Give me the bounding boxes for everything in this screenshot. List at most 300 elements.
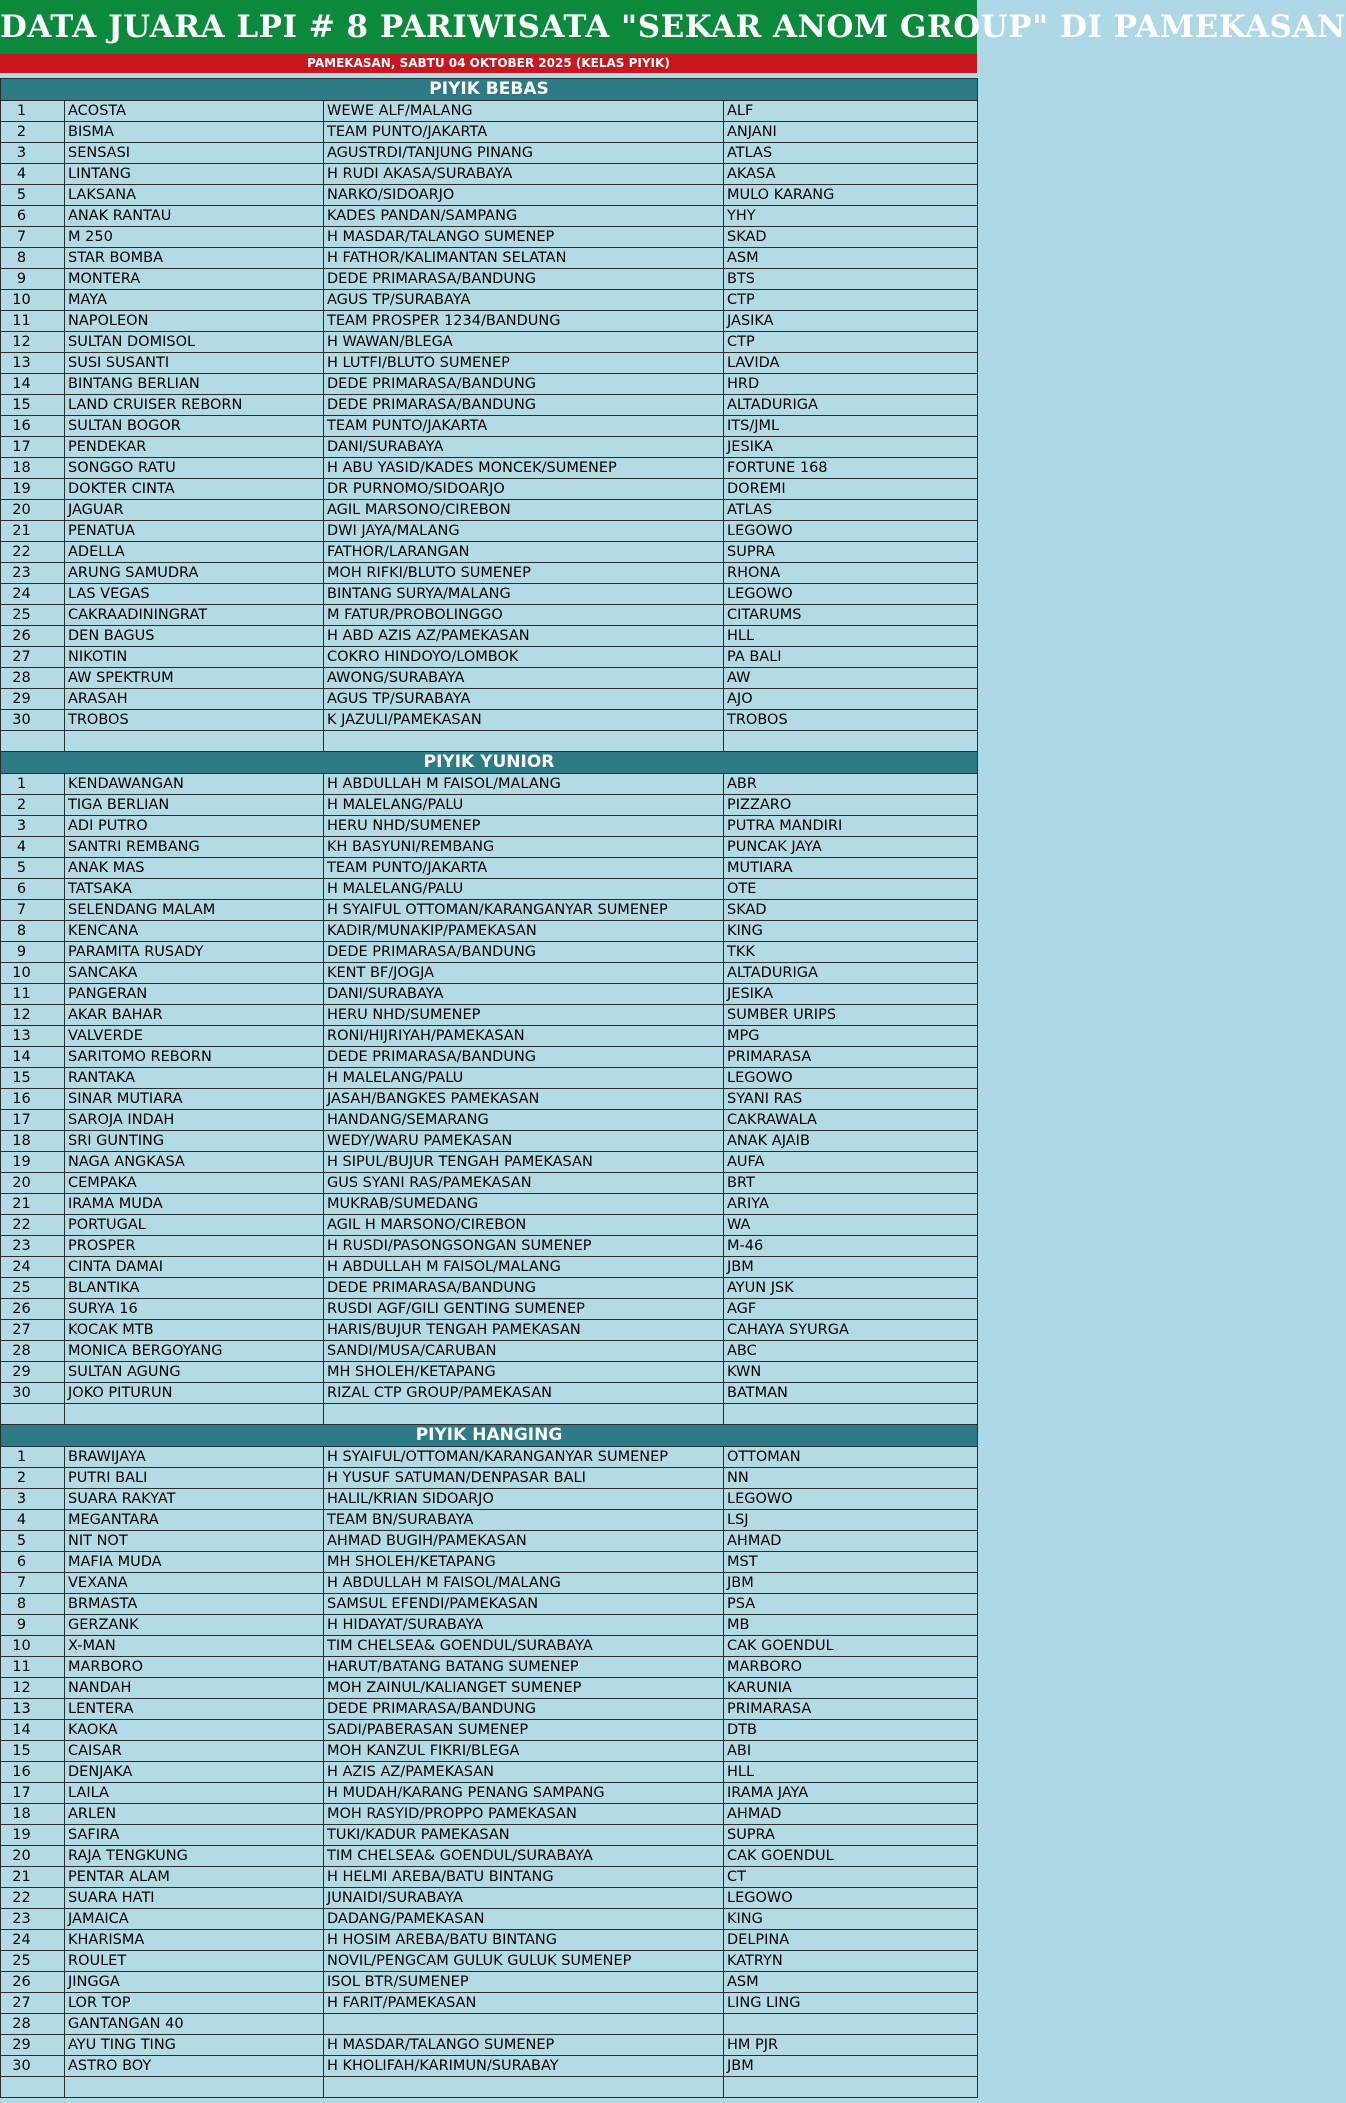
owner-cell: MH SHOLEH/KETAPANG bbox=[324, 1552, 724, 1573]
rank-cell: 30 bbox=[1, 2056, 65, 2077]
rank-cell: 23 bbox=[1, 1909, 65, 1930]
bird-name-cell: NIKOTIN bbox=[65, 647, 324, 668]
table-row bbox=[1, 774, 978, 795]
rank-cell: 12 bbox=[1, 332, 65, 353]
table-row bbox=[1, 689, 978, 710]
team-cell: AW bbox=[724, 668, 978, 689]
table-row bbox=[1, 206, 978, 227]
table-row bbox=[1, 1510, 978, 1531]
section-title: PIYIK YUNIOR bbox=[1, 752, 978, 774]
owner-cell: H AZIS AZ/PAMEKASAN bbox=[324, 1762, 724, 1783]
rank-cell: 8 bbox=[1, 1594, 65, 1615]
owner-cell: H MALELANG/PALU bbox=[324, 1068, 724, 1089]
table-row bbox=[1, 1468, 978, 1489]
team-cell: ARIYA bbox=[724, 1194, 978, 1215]
table-row bbox=[1, 1005, 978, 1026]
rank-cell: 4 bbox=[1, 1510, 65, 1531]
bird-name-cell: SAROJA INDAH bbox=[65, 1110, 324, 1131]
owner-cell: KH BASYUNI/REMBANG bbox=[324, 837, 724, 858]
rank-cell: 8 bbox=[1, 921, 65, 942]
owner-cell: H SYAIFUL/OTTOMAN/KARANGANYAR SUMENEP bbox=[324, 1447, 724, 1468]
table-row bbox=[1, 1552, 978, 1573]
bird-name-cell: JAMAICA bbox=[65, 1909, 324, 1930]
table-row bbox=[1, 1951, 978, 1972]
table-row bbox=[1, 837, 978, 858]
rank-cell: 7 bbox=[1, 227, 65, 248]
bird-name-cell: PARAMITA RUSADY bbox=[65, 942, 324, 963]
owner-cell: DEDE PRIMARASA/BANDUNG bbox=[324, 1047, 724, 1068]
empty-cell bbox=[65, 2077, 324, 2098]
team-cell: ASM bbox=[724, 1972, 978, 1993]
owner-cell: H FARIT/PAMEKASAN bbox=[324, 1993, 724, 2014]
owner-cell: WEWE ALF/MALANG bbox=[324, 101, 724, 122]
owner-cell: RIZAL CTP GROUP/PAMEKASAN bbox=[324, 1383, 724, 1404]
table-row bbox=[1, 1867, 978, 1888]
owner-cell: H ABU YASID/KADES MONCEK/SUMENEP bbox=[324, 458, 724, 479]
spacer-row bbox=[1, 1404, 978, 1425]
rank-cell: 25 bbox=[1, 605, 65, 626]
rank-cell: 26 bbox=[1, 1299, 65, 1320]
owner-cell: DEDE PRIMARASA/BANDUNG bbox=[324, 1278, 724, 1299]
rank-cell: 16 bbox=[1, 416, 65, 437]
team-cell: PRIMARASA bbox=[724, 1699, 978, 1720]
team-cell: KING bbox=[724, 1909, 978, 1930]
bird-name-cell: SURYA 16 bbox=[65, 1299, 324, 1320]
team-cell: KWN bbox=[724, 1362, 978, 1383]
bird-name-cell: SULTAN DOMISOL bbox=[65, 332, 324, 353]
rank-cell: 15 bbox=[1, 1068, 65, 1089]
rank-cell: 6 bbox=[1, 879, 65, 900]
bird-name-cell: GERZANK bbox=[65, 1615, 324, 1636]
owner-cell: H SYAIFUL OTTOMAN/KARANGANYAR SUMENEP bbox=[324, 900, 724, 921]
table-row bbox=[1, 1110, 978, 1131]
owner-cell: AGIL MARSONO/CIREBON bbox=[324, 500, 724, 521]
table-row bbox=[1, 668, 978, 689]
owner-cell: H MALELANG/PALU bbox=[324, 879, 724, 900]
empty-cell bbox=[324, 731, 724, 752]
bird-name-cell: SELENDANG MALAM bbox=[65, 900, 324, 921]
team-cell: SKAD bbox=[724, 227, 978, 248]
bird-name-cell: TROBOS bbox=[65, 710, 324, 731]
rank-cell: 10 bbox=[1, 1636, 65, 1657]
rank-cell: 24 bbox=[1, 1257, 65, 1278]
owner-cell: HERU NHD/SUMENEP bbox=[324, 816, 724, 837]
table-row bbox=[1, 1720, 978, 1741]
bird-name-cell: DENJAKA bbox=[65, 1762, 324, 1783]
team-cell: ATLAS bbox=[724, 500, 978, 521]
rank-cell: 8 bbox=[1, 248, 65, 269]
rank-cell: 27 bbox=[1, 1320, 65, 1341]
rank-cell: 29 bbox=[1, 689, 65, 710]
owner-cell: KENT BF/JOGJA bbox=[324, 963, 724, 984]
bird-name-cell: ADELLA bbox=[65, 542, 324, 563]
owner-cell: BINTANG SURYA/MALANG bbox=[324, 584, 724, 605]
owner-cell bbox=[324, 2014, 724, 2035]
table-row bbox=[1, 1783, 978, 1804]
rank-cell: 30 bbox=[1, 710, 65, 731]
section-header bbox=[1, 752, 978, 774]
table-row bbox=[1, 2056, 978, 2077]
table-row bbox=[1, 122, 978, 143]
empty-cell bbox=[324, 1404, 724, 1425]
bird-name-cell: CAISAR bbox=[65, 1741, 324, 1762]
owner-cell: COKRO HINDOYO/LOMBOK bbox=[324, 647, 724, 668]
team-cell: CTP bbox=[724, 290, 978, 311]
rank-cell: 29 bbox=[1, 2035, 65, 2056]
bird-name-cell: MONICA BERGOYANG bbox=[65, 1341, 324, 1362]
rank-cell: 28 bbox=[1, 2014, 65, 2035]
team-cell: BRT bbox=[724, 1173, 978, 1194]
table-row bbox=[1, 1615, 978, 1636]
bird-name-cell: SINAR MUTIARA bbox=[65, 1089, 324, 1110]
rank-cell: 22 bbox=[1, 542, 65, 563]
owner-cell: AHMAD BUGIH/PAMEKASAN bbox=[324, 1531, 724, 1552]
rank-cell: 26 bbox=[1, 1972, 65, 1993]
team-cell: MB bbox=[724, 1615, 978, 1636]
team-cell: SUPRA bbox=[724, 542, 978, 563]
table-row bbox=[1, 584, 978, 605]
rank-cell: 19 bbox=[1, 1825, 65, 1846]
rank-cell: 9 bbox=[1, 1615, 65, 1636]
team-cell: ALTADURIGA bbox=[724, 395, 978, 416]
bird-name-cell: LAS VEGAS bbox=[65, 584, 324, 605]
owner-cell: DEDE PRIMARASA/BANDUNG bbox=[324, 1699, 724, 1720]
owner-cell: SAMSUL EFENDI/PAMEKASAN bbox=[324, 1594, 724, 1615]
team-cell: PA BALI bbox=[724, 647, 978, 668]
owner-cell: DEDE PRIMARASA/BANDUNG bbox=[324, 374, 724, 395]
table-row bbox=[1, 269, 978, 290]
team-cell: SUPRA bbox=[724, 1825, 978, 1846]
rank-cell: 28 bbox=[1, 1341, 65, 1362]
owner-cell: H ABDULLAH M FAISOL/MALANG bbox=[324, 1257, 724, 1278]
owner-cell: JUNAIDI/SURABAYA bbox=[324, 1888, 724, 1909]
bird-name-cell: PANGERAN bbox=[65, 984, 324, 1005]
rank-cell: 12 bbox=[1, 1678, 65, 1699]
team-cell: NN bbox=[724, 1468, 978, 1489]
rank-cell: 5 bbox=[1, 1531, 65, 1552]
team-cell: CITARUMS bbox=[724, 605, 978, 626]
team-cell: CTP bbox=[724, 332, 978, 353]
table-row bbox=[1, 290, 978, 311]
owner-cell: H WAWAN/BLEGA bbox=[324, 332, 724, 353]
rank-cell: 9 bbox=[1, 269, 65, 290]
rank-cell: 1 bbox=[1, 101, 65, 122]
bird-name-cell: M 250 bbox=[65, 227, 324, 248]
owner-cell: DANI/SURABAYA bbox=[324, 984, 724, 1005]
owner-cell: H HELMI AREBA/BATU BINTANG bbox=[324, 1867, 724, 1888]
owner-cell: H MALELANG/PALU bbox=[324, 795, 724, 816]
rank-cell: 16 bbox=[1, 1762, 65, 1783]
table-row bbox=[1, 647, 978, 668]
results-table bbox=[0, 78, 978, 2098]
rank-cell: 2 bbox=[1, 795, 65, 816]
owner-cell: MH SHOLEH/KETAPANG bbox=[324, 1362, 724, 1383]
bird-name-cell: ASTRO BOY bbox=[65, 2056, 324, 2077]
owner-cell: HERU NHD/SUMENEP bbox=[324, 1005, 724, 1026]
table-row bbox=[1, 1131, 978, 1152]
owner-cell: M FATUR/PROBOLINGGO bbox=[324, 605, 724, 626]
rank-cell: 21 bbox=[1, 1867, 65, 1888]
team-cell: AUFA bbox=[724, 1152, 978, 1173]
rank-cell: 27 bbox=[1, 1993, 65, 2014]
bird-name-cell: X-MAN bbox=[65, 1636, 324, 1657]
table-row bbox=[1, 143, 978, 164]
owner-cell: AWONG/SURABAYA bbox=[324, 668, 724, 689]
rank-cell: 3 bbox=[1, 143, 65, 164]
bird-name-cell: TIGA BERLIAN bbox=[65, 795, 324, 816]
team-cell: ANJANI bbox=[724, 122, 978, 143]
bird-name-cell: LAKSANA bbox=[65, 185, 324, 206]
rank-cell: 10 bbox=[1, 290, 65, 311]
rank-cell: 20 bbox=[1, 1846, 65, 1867]
owner-cell: HALIL/KRIAN SIDOARJO bbox=[324, 1489, 724, 1510]
bird-name-cell: NIT NOT bbox=[65, 1531, 324, 1552]
owner-cell: HARIS/BUJUR TENGAH PAMEKASAN bbox=[324, 1320, 724, 1341]
page-title: DATA JUARA LPI # 8 PARIWISATA "SEKAR ANOM GROUP" DI PAMEKASAN bbox=[0, 0, 977, 54]
owner-cell: TEAM BN/SURABAYA bbox=[324, 1510, 724, 1531]
bird-name-cell: DEN BAGUS bbox=[65, 626, 324, 647]
bird-name-cell: SANTRI REMBANG bbox=[65, 837, 324, 858]
bird-name-cell: PUTRI BALI bbox=[65, 1468, 324, 1489]
bird-name-cell: CEMPAKA bbox=[65, 1173, 324, 1194]
owner-cell: H YUSUF SATUMAN/DENPASAR BALI bbox=[324, 1468, 724, 1489]
team-cell: HLL bbox=[724, 1762, 978, 1783]
owner-cell: H KHOLIFAH/KARIMUN/SURABAY bbox=[324, 2056, 724, 2077]
table-row bbox=[1, 605, 978, 626]
bird-name-cell: ARUNG SAMUDRA bbox=[65, 563, 324, 584]
team-cell: HLL bbox=[724, 626, 978, 647]
table-row bbox=[1, 479, 978, 500]
team-cell: LSJ bbox=[724, 1510, 978, 1531]
rank-cell: 22 bbox=[1, 1888, 65, 1909]
rank-cell: 6 bbox=[1, 1552, 65, 1573]
bird-name-cell: ROULET bbox=[65, 1951, 324, 1972]
team-cell: MARBORO bbox=[724, 1657, 978, 1678]
team-cell: ABI bbox=[724, 1741, 978, 1762]
team-cell: OTE bbox=[724, 879, 978, 900]
owner-cell: KADES PANDAN/SAMPANG bbox=[324, 206, 724, 227]
bird-name-cell: SENSASI bbox=[65, 143, 324, 164]
empty-cell bbox=[1, 1404, 65, 1425]
rank-cell: 28 bbox=[1, 668, 65, 689]
bird-name-cell: ACOSTA bbox=[65, 101, 324, 122]
bird-name-cell: AYU TING TING bbox=[65, 2035, 324, 2056]
table-row bbox=[1, 521, 978, 542]
owner-cell: MOH RASYID/PROPPO PAMEKASAN bbox=[324, 1804, 724, 1825]
bird-name-cell: SUSI SUSANTI bbox=[65, 353, 324, 374]
table-row bbox=[1, 858, 978, 879]
bird-name-cell: PENATUA bbox=[65, 521, 324, 542]
team-cell: ABR bbox=[724, 774, 978, 795]
bird-name-cell: LINTANG bbox=[65, 164, 324, 185]
owner-cell: RONI/HIJRIYAH/PAMEKASAN bbox=[324, 1026, 724, 1047]
team-cell: JBM bbox=[724, 1257, 978, 1278]
team-cell: HRD bbox=[724, 374, 978, 395]
team-cell: DELPINA bbox=[724, 1930, 978, 1951]
rank-cell: 1 bbox=[1, 774, 65, 795]
table-row bbox=[1, 1299, 978, 1320]
owner-cell: HARUT/BATANG BATANG SUMENEP bbox=[324, 1657, 724, 1678]
bird-name-cell: ANAK RANTAU bbox=[65, 206, 324, 227]
owner-cell: SANDI/MUSA/CARUBAN bbox=[324, 1341, 724, 1362]
team-cell: PIZZARO bbox=[724, 795, 978, 816]
rank-cell: 10 bbox=[1, 963, 65, 984]
rank-cell: 21 bbox=[1, 521, 65, 542]
bird-name-cell: TATSAKA bbox=[65, 879, 324, 900]
empty-cell bbox=[724, 2077, 978, 2098]
table-row bbox=[1, 1257, 978, 1278]
table-row bbox=[1, 416, 978, 437]
rank-cell: 15 bbox=[1, 1741, 65, 1762]
rank-cell: 13 bbox=[1, 1699, 65, 1720]
table-row bbox=[1, 1383, 978, 1404]
team-cell: M-46 bbox=[724, 1236, 978, 1257]
owner-cell: H ABD AZIS AZ/PAMEKASAN bbox=[324, 626, 724, 647]
table-row bbox=[1, 1173, 978, 1194]
rank-cell: 14 bbox=[1, 1047, 65, 1068]
table-row bbox=[1, 1930, 978, 1951]
rank-cell: 9 bbox=[1, 942, 65, 963]
team-cell: DOREMI bbox=[724, 479, 978, 500]
owner-cell: K JAZULI/PAMEKASAN bbox=[324, 710, 724, 731]
team-cell: JESIKA bbox=[724, 984, 978, 1005]
rank-cell: 24 bbox=[1, 584, 65, 605]
team-cell: ALTADURIGA bbox=[724, 963, 978, 984]
owner-cell: DR PURNOMO/SIDOARJO bbox=[324, 479, 724, 500]
team-cell: SKAD bbox=[724, 900, 978, 921]
team-cell: CAKRAWALA bbox=[724, 1110, 978, 1131]
table-row bbox=[1, 921, 978, 942]
bird-name-cell: BLANTIKA bbox=[65, 1278, 324, 1299]
table-row bbox=[1, 101, 978, 122]
table-row bbox=[1, 795, 978, 816]
owner-cell: WEDY/WARU PAMEKASAN bbox=[324, 1131, 724, 1152]
rank-cell: 25 bbox=[1, 1278, 65, 1299]
table-row bbox=[1, 500, 978, 521]
rank-cell: 18 bbox=[1, 458, 65, 479]
table-row bbox=[1, 710, 978, 731]
rank-cell: 20 bbox=[1, 1173, 65, 1194]
owner-cell: H HOSIM AREBA/BATU BINTANG bbox=[324, 1930, 724, 1951]
team-cell: LEGOWO bbox=[724, 1888, 978, 1909]
table-row bbox=[1, 1278, 978, 1299]
rank-cell: 5 bbox=[1, 185, 65, 206]
owner-cell: MUKRAB/SUMEDANG bbox=[324, 1194, 724, 1215]
table-row bbox=[1, 963, 978, 984]
bird-name-cell: BISMA bbox=[65, 122, 324, 143]
rank-cell: 19 bbox=[1, 1152, 65, 1173]
table-row bbox=[1, 1741, 978, 1762]
owner-cell: AGIL H MARSONO/CIREBON bbox=[324, 1215, 724, 1236]
owner-cell: DEDE PRIMARASA/BANDUNG bbox=[324, 395, 724, 416]
table-row bbox=[1, 2035, 978, 2056]
rank-cell: 19 bbox=[1, 479, 65, 500]
rank-cell: 13 bbox=[1, 1026, 65, 1047]
owner-cell: HANDANG/SEMARANG bbox=[324, 1110, 724, 1131]
rank-cell: 3 bbox=[1, 816, 65, 837]
team-cell: AKASA bbox=[724, 164, 978, 185]
bird-name-cell: ANAK MAS bbox=[65, 858, 324, 879]
empty-cell bbox=[65, 731, 324, 752]
bird-name-cell: SANCAKA bbox=[65, 963, 324, 984]
team-cell: ATLAS bbox=[724, 143, 978, 164]
rank-cell: 22 bbox=[1, 1215, 65, 1236]
rank-cell: 7 bbox=[1, 1573, 65, 1594]
rank-cell: 2 bbox=[1, 122, 65, 143]
table-row bbox=[1, 1909, 978, 1930]
table-row bbox=[1, 1972, 978, 1993]
empty-cell bbox=[324, 2077, 724, 2098]
rank-cell: 23 bbox=[1, 563, 65, 584]
bird-name-cell: ADI PUTRO bbox=[65, 816, 324, 837]
rank-cell: 1 bbox=[1, 1447, 65, 1468]
owner-cell: AGUSTRDI/TANJUNG PINANG bbox=[324, 143, 724, 164]
team-cell: CAHAYA SYURGA bbox=[724, 1320, 978, 1341]
table-row bbox=[1, 1362, 978, 1383]
team-cell: CAK GOENDUL bbox=[724, 1636, 978, 1657]
owner-cell: FATHOR/LARANGAN bbox=[324, 542, 724, 563]
owner-cell: H RUSDI/PASONGSONGAN SUMENEP bbox=[324, 1236, 724, 1257]
empty-cell bbox=[65, 1404, 324, 1425]
rank-cell: 26 bbox=[1, 626, 65, 647]
bird-name-cell: BRAWIJAYA bbox=[65, 1447, 324, 1468]
owner-cell: TEAM PUNTO/JAKARTA bbox=[324, 122, 724, 143]
owner-cell: NARKO/SIDOARJO bbox=[324, 185, 724, 206]
rank-cell: 11 bbox=[1, 311, 65, 332]
rank-cell: 18 bbox=[1, 1804, 65, 1825]
table-row bbox=[1, 1341, 978, 1362]
bird-name-cell: SAFIRA bbox=[65, 1825, 324, 1846]
table-row bbox=[1, 1804, 978, 1825]
bird-name-cell: SRI GUNTING bbox=[65, 1131, 324, 1152]
rank-cell: 5 bbox=[1, 858, 65, 879]
team-cell: JASIKA bbox=[724, 311, 978, 332]
team-cell: MULO KARANG bbox=[724, 185, 978, 206]
section-header bbox=[1, 79, 978, 101]
bird-name-cell: KHARISMA bbox=[65, 1930, 324, 1951]
table-row bbox=[1, 1993, 978, 2014]
rank-cell: 24 bbox=[1, 1930, 65, 1951]
owner-cell: KADIR/MUNAKIP/PAMEKASAN bbox=[324, 921, 724, 942]
bird-name-cell: JOKO PITURUN bbox=[65, 1383, 324, 1404]
table-row bbox=[1, 437, 978, 458]
table-row bbox=[1, 1888, 978, 1909]
spacer-row bbox=[1, 2077, 978, 2098]
team-cell: LEGOWO bbox=[724, 1489, 978, 1510]
bird-name-cell: MAYA bbox=[65, 290, 324, 311]
team-cell: BTS bbox=[724, 269, 978, 290]
bird-name-cell: SARITOMO REBORN bbox=[65, 1047, 324, 1068]
rank-cell: 27 bbox=[1, 647, 65, 668]
bird-name-cell: PENDEKAR bbox=[65, 437, 324, 458]
bird-name-cell: JAGUAR bbox=[65, 500, 324, 521]
empty-cell bbox=[1, 2077, 65, 2098]
results-table-body bbox=[1, 79, 978, 2098]
team-cell: PSA bbox=[724, 1594, 978, 1615]
owner-cell: AGUS TP/SURABAYA bbox=[324, 689, 724, 710]
team-cell: LEGOWO bbox=[724, 1068, 978, 1089]
owner-cell: DEDE PRIMARASA/BANDUNG bbox=[324, 942, 724, 963]
owner-cell: TEAM PROSPER 1234/BANDUNG bbox=[324, 311, 724, 332]
owner-cell: H LUTFI/BLUTO SUMENEP bbox=[324, 353, 724, 374]
rank-cell: 6 bbox=[1, 206, 65, 227]
bird-name-cell: GANTANGAN 40 bbox=[65, 2014, 324, 2035]
bird-name-cell: KAOKA bbox=[65, 1720, 324, 1741]
owner-cell: H MASDAR/TALANGO SUMENEP bbox=[324, 227, 724, 248]
page-subtitle: PAMEKASAN, SABTU 04 OKTOBER 2025 (KELAS PIYIK) bbox=[0, 54, 977, 73]
section-title: PIYIK BEBAS bbox=[1, 79, 978, 101]
table-row bbox=[1, 1594, 978, 1615]
